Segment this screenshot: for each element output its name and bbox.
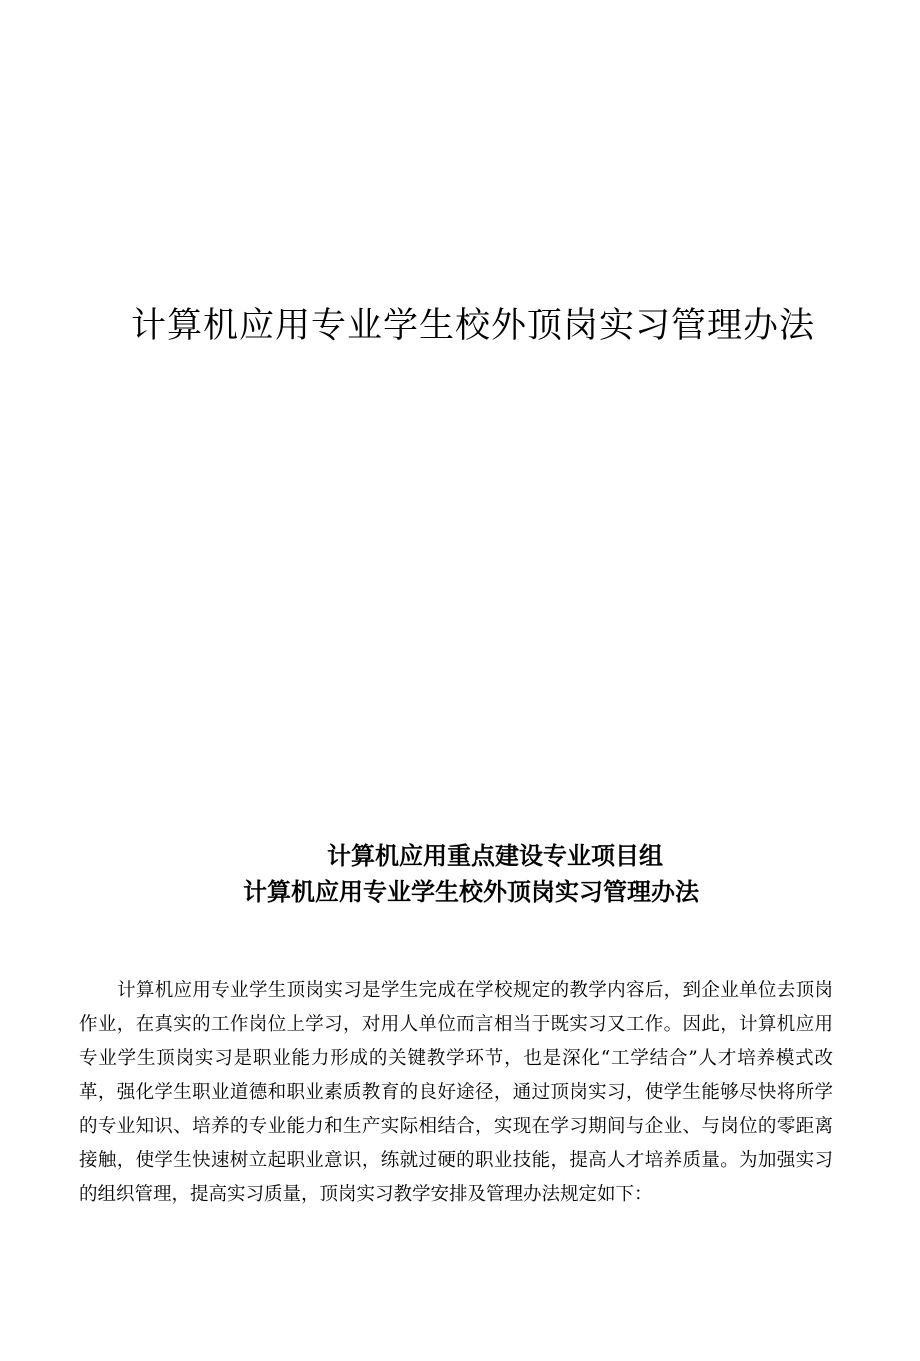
document-title: 计算机应用专业学生校外顶岗实习管理办法 bbox=[243, 878, 699, 906]
intro-paragraph: 计算机应用专业学生顶岗实习是学生完成在学校规定的教学内容后，到企业单位去顶岗作业，在真实的工作岗位上学习，对用人单位而言相当于既实习又工作。因此，计算机应用专业学生顶岗实习是职业能力形成的关键教学环节，也是深化“工学结合”人才培养模式改革，强化学生职业道德和职业素质教育的良好途径，通过顶岗实习，使学生能够尽快将所学的专业知识、培养的专业能力和生产实际相结合，实现在学习期间与企业、与岗位的零距离接触，使学生快速树立起职业意识，练就过硬的职业技能，提高人才培养质量。为加强实习的组织管理，提高实习质量，顶岗实习教学安排及管理办法规定如下： bbox=[79, 980, 833, 1205]
organization-name: 计算机应用重点建设专业项目组 bbox=[327, 842, 663, 870]
document-header bbox=[0, 838, 920, 910]
cover-title: 计算机应用专业学生校外顶岗实习管理办法 bbox=[130, 306, 815, 346]
